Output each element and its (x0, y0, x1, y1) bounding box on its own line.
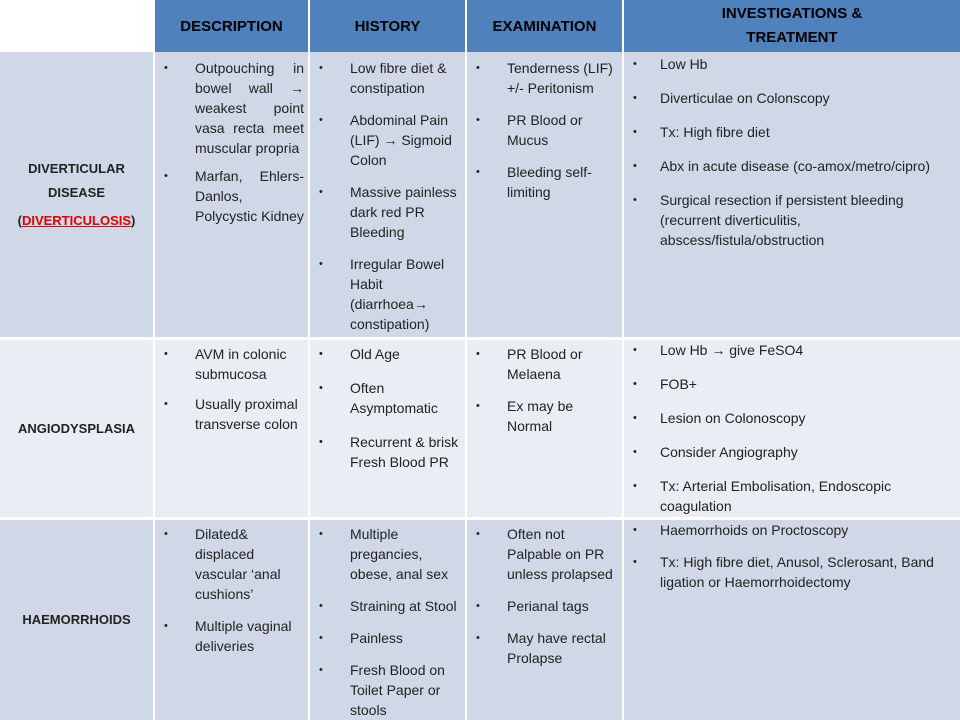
list-item: • Tx: Arterial Embolisation, Endoscopic coagulation (624, 476, 960, 516)
list-item: • Straining at Stool (310, 596, 465, 616)
list-item: • Surgical resection if persistent bleeding (recurrent diverticulitis, abscess/fistula/obstruction (624, 190, 960, 250)
list-item: • Multiple pregancies, obese, anal sex (310, 524, 465, 584)
list-item: • Usually proximal transverse colon (155, 394, 308, 434)
list-item: • Low fibre diet & constipation (310, 58, 465, 98)
bullet-list (624, 520, 960, 592)
row-label-link-wrap (18, 209, 136, 233)
list-item: • PR Blood or Melaena (467, 344, 622, 384)
haem-description-cell (155, 517, 310, 720)
list-item: • Painless (310, 628, 465, 648)
list-item: • Often Asymptomatic (310, 378, 465, 418)
diverticulosis-link[interactable]: DIVERTICULOSIS (21, 212, 132, 228)
list-item: • Recurrent & brisk Fresh Blood PR (310, 432, 465, 472)
list-item: • Abdominal Pain (LIF) → Sigmoid Colon (310, 110, 465, 170)
row-label-line1: ANGIODYSPLASIA (17, 420, 135, 436)
angio-investigations-cell (624, 337, 960, 517)
row-label-diverticular (0, 52, 155, 337)
header-investigations-line1: INVESTIGATIONS & (721, 5, 863, 22)
list-item: • Perianal tags (467, 596, 622, 616)
bullet-list (155, 58, 308, 226)
header-examination: EXAMINATION (467, 0, 624, 52)
diverticular-history-cell (310, 52, 467, 337)
bullet-list (310, 344, 465, 472)
list-item: • Tx: High fibre diet (624, 122, 960, 142)
row-label-haemorrhoids (0, 517, 155, 720)
angio-description-cell (155, 337, 310, 517)
list-item: • AVM in colonic submucosa (155, 344, 308, 384)
list-item: • Fresh Blood on Toilet Paper or stools (310, 660, 465, 720)
list-item: • Low Hb → give FeSO4 (624, 340, 960, 360)
haem-history-cell (310, 517, 467, 720)
list-item: • Outpouching in bowel wall → weakest point vasa recta meet muscular propria (155, 58, 308, 158)
haem-examination-cell (467, 517, 624, 720)
bullet-list (467, 524, 622, 668)
row-label-angiodysplasia (0, 337, 155, 517)
list-item: • Old Age (310, 344, 465, 364)
link-paren-close: ) (131, 212, 136, 228)
list-item: • Bleeding self-limiting (467, 162, 622, 202)
list-item: • Tx: High fibre diet, Anusol, Sclerosant, Band ligation or Haemorrhoidectomy (624, 552, 960, 592)
list-item: • Multiple vaginal deliveries (155, 616, 308, 656)
list-item: • Abx in acute disease (co-amox/metro/cipro) (624, 156, 960, 176)
row-label-line1: HAEMORRHOIDS (22, 612, 131, 627)
header-investigations-line2: TREATMENT (746, 29, 838, 46)
header-description: DESCRIPTION (155, 0, 310, 52)
angio-history-cell (310, 337, 467, 517)
list-item: • Consider Angiography (624, 442, 960, 462)
list-item: • Tenderness (LIF) +/- Peritonism (467, 58, 622, 98)
list-item: • Often not Palpable on PR unless prolapsed (467, 524, 622, 584)
link-paren-open: ( (17, 212, 22, 228)
bullet-list (155, 344, 308, 434)
bullet-list (155, 524, 308, 656)
row-label-line2: DISEASE (47, 184, 106, 200)
list-item: • Ex may be Normal (467, 396, 622, 436)
list-item: • PR Blood or Mucus (467, 110, 622, 150)
list-item: • Massive painless dark red PR Bleeding (310, 182, 465, 242)
header-history: HISTORY (310, 0, 467, 52)
list-item: • Low Hb (624, 54, 960, 74)
list-item: • Irregular Bowel Habit (diarrhoea→ constipation) (310, 254, 465, 334)
bullet-list (624, 54, 960, 250)
list-item: • Diverticulae on Colonscopy (624, 88, 960, 108)
bullet-list (310, 58, 465, 337)
list-item: • Haemorrhoids on Proctoscopy (624, 520, 960, 540)
header-blank-cell (0, 0, 155, 52)
header-investigations (624, 0, 960, 52)
row-label-line1: DIVERTICULAR (28, 160, 125, 176)
list-item: • FOB+ (624, 374, 960, 394)
bullet-list (467, 344, 622, 436)
bullet-list (624, 340, 960, 516)
diverticular-examination-cell (467, 52, 624, 337)
list-item: • Lesion on Colonoscopy (624, 408, 960, 428)
diverticular-investigations-cell (624, 52, 960, 337)
angio-examination-cell (467, 337, 624, 517)
diverticular-description-cell (155, 52, 310, 337)
bullet-list (467, 58, 622, 202)
list-item: • Dilated& displaced vascular ‘anal cushions’ (155, 524, 308, 604)
list-item: • Marfan, Ehlers-Danlos, Polycystic Kidney (155, 166, 308, 226)
bullet-list (310, 524, 465, 720)
haem-investigations-cell (624, 517, 960, 720)
list-item: • May have rectal Prolapse (467, 628, 622, 668)
